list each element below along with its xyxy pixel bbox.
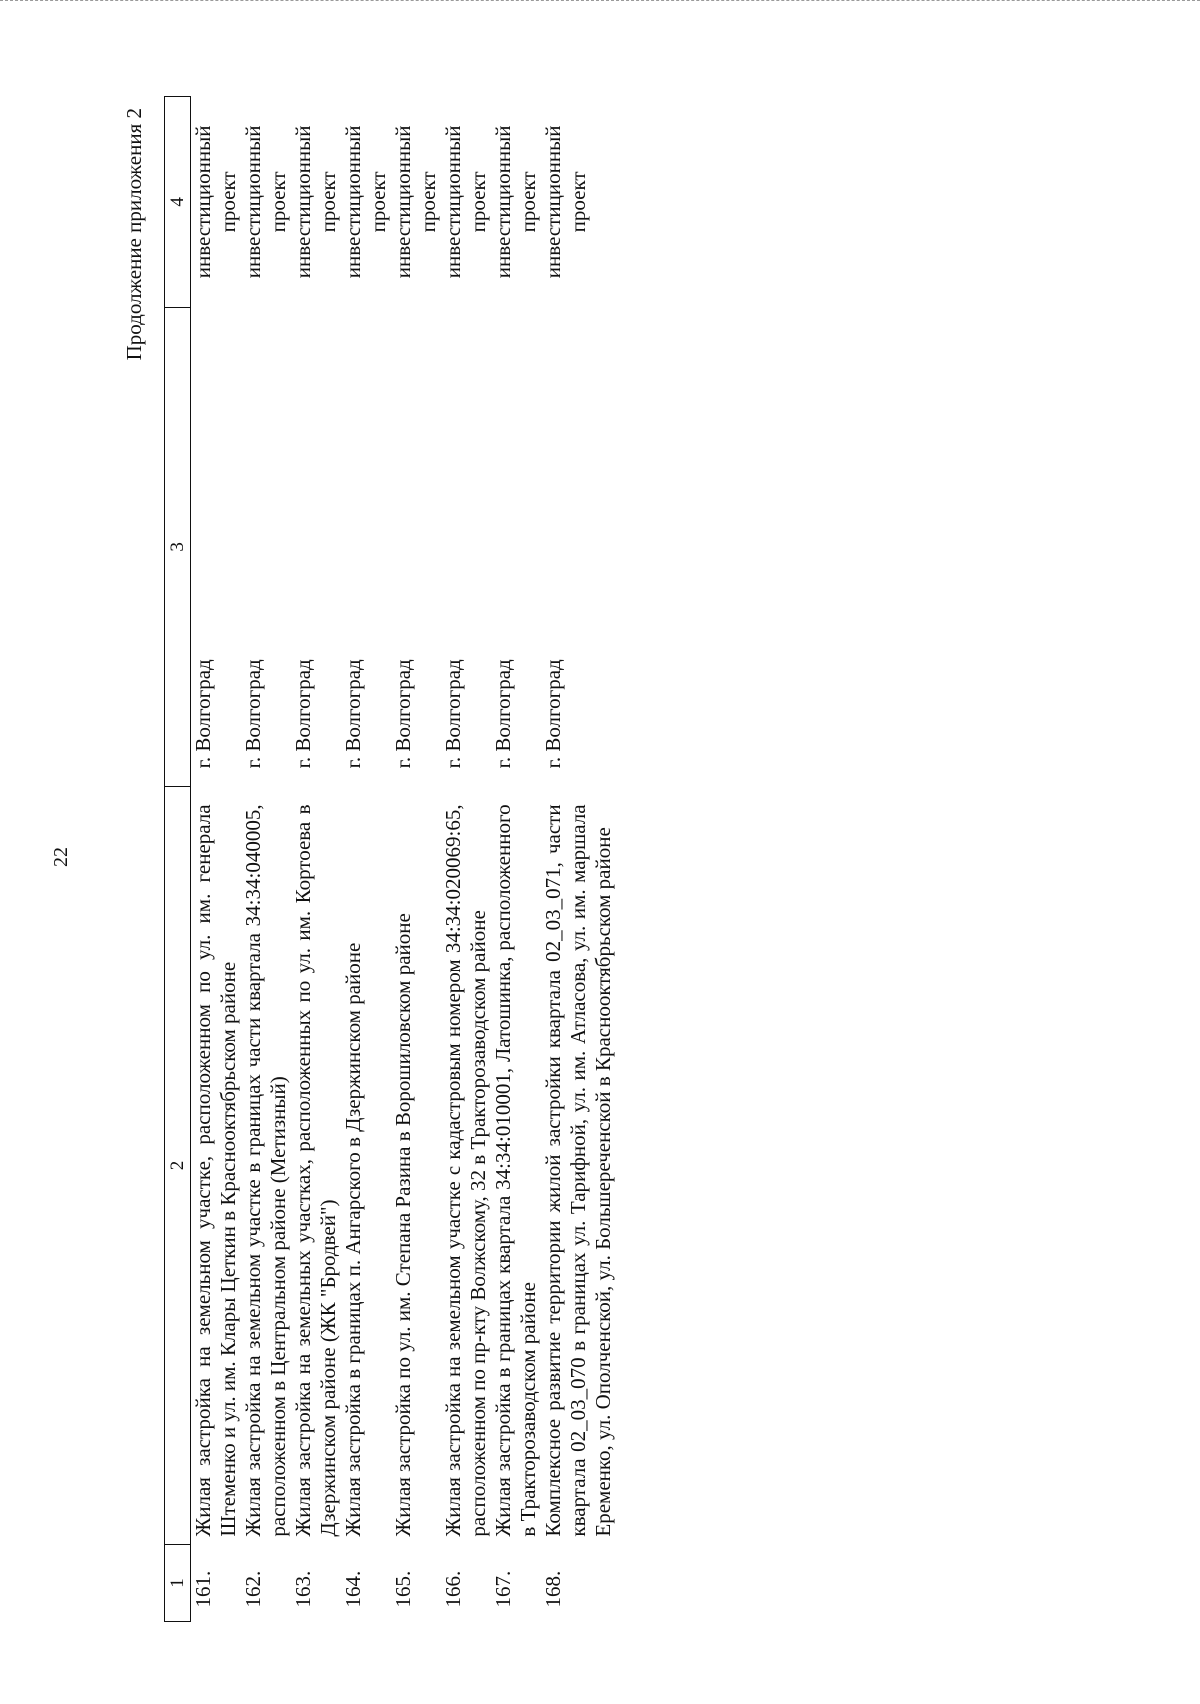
project-location: г. Волгоград [241,659,265,769]
projects-table [164,96,616,1622]
table-row [441,97,491,1622]
table-row [241,97,291,1622]
project-description: Жилая застройка в границах квартала 34:34:010001, Латошинка, расположенного в Тракторозаводском районе [491,804,540,1537]
project-type: инвестиционный проект [341,125,390,279]
sheet-content [110,60,1110,1660]
project-location: г. Волгоград [341,659,365,769]
project-description: Жилая застройка в границах п. Ангарского в Дзержинском районе [341,942,365,1537]
row-number: 168. [541,1570,565,1608]
table-row [191,97,242,1622]
project-location: г. Волгоград [191,659,215,769]
project-location: г. Волгоград [491,659,515,769]
project-type: инвестиционный проект [291,125,340,279]
table-header-row [165,97,191,1622]
project-description: Жилая застройка на земельных участках, расположенных по ул. им. Кортоева в Дзержинском районе (ЖК "Бродвей") [291,804,340,1537]
project-location: г. Волгоград [441,659,465,769]
row-number: 164. [341,1570,365,1608]
project-description: Комплексное развитие территории жилой застройки квартала 02_03_071, части квартала 02_03_070 в границах ул. Тарифной, ул. им. Атласова, ул. им. маршала Еременко, ул. Ополченской, ул. Большереченской в Краснооктябрьском районе [541,804,615,1537]
project-type: инвестиционный проект [191,125,240,279]
table-row [291,97,341,1622]
project-description: Жилая застройка на земельном участке с кадастровым номером 34:34:020069:65, расположенном по пр-кту Волжскому, 32 в Тракторозаводском районе [441,804,490,1537]
table-row [391,97,441,1622]
project-description: Жилая застройка на земельном участке в границах части квартала 34:34:040005, расположенном в Центральном районе (Метизный) [241,804,290,1537]
project-type: инвестиционный проект [241,125,290,279]
column-header-4: 4 [165,97,191,308]
table-row [541,97,616,1622]
row-number: 161. [191,1570,215,1608]
row-number: 165. [391,1570,415,1608]
row-number: 167. [491,1570,515,1608]
column-header-3: 3 [165,307,191,786]
table-row [491,97,541,1622]
project-type: инвестиционный проект [391,125,440,279]
project-location: г. Волгоград [541,659,565,769]
rotated-sheet [110,60,1110,1660]
project-location: г. Волгоград [391,659,415,769]
project-location: г. Волгоград [291,659,315,769]
project-description: Жилая застройка по ул. им. Степана Разина в Ворошиловском районе [391,913,415,1537]
project-type: инвестиционный проект [441,125,490,279]
row-number: 162. [241,1570,265,1608]
project-type: инвестиционный проект [491,125,540,279]
table-row [341,97,391,1622]
row-number: 163. [291,1570,315,1608]
project-description: Жилая застройка на земельном участке, расположенном по ул. им. генерала Штеменко и ул. им. Клары Цеткин в Краснооктябрьском районе [191,804,240,1537]
scan-edge-line [0,0,1200,5]
project-type: инвестиционный проект [541,125,590,279]
column-header-1: 1 [165,1545,191,1622]
row-number: 166. [441,1570,465,1608]
page-number: 22 [50,847,72,867]
appendix-caption: Продолжение приложения 2 [122,108,146,361]
column-header-2: 2 [165,786,191,1544]
